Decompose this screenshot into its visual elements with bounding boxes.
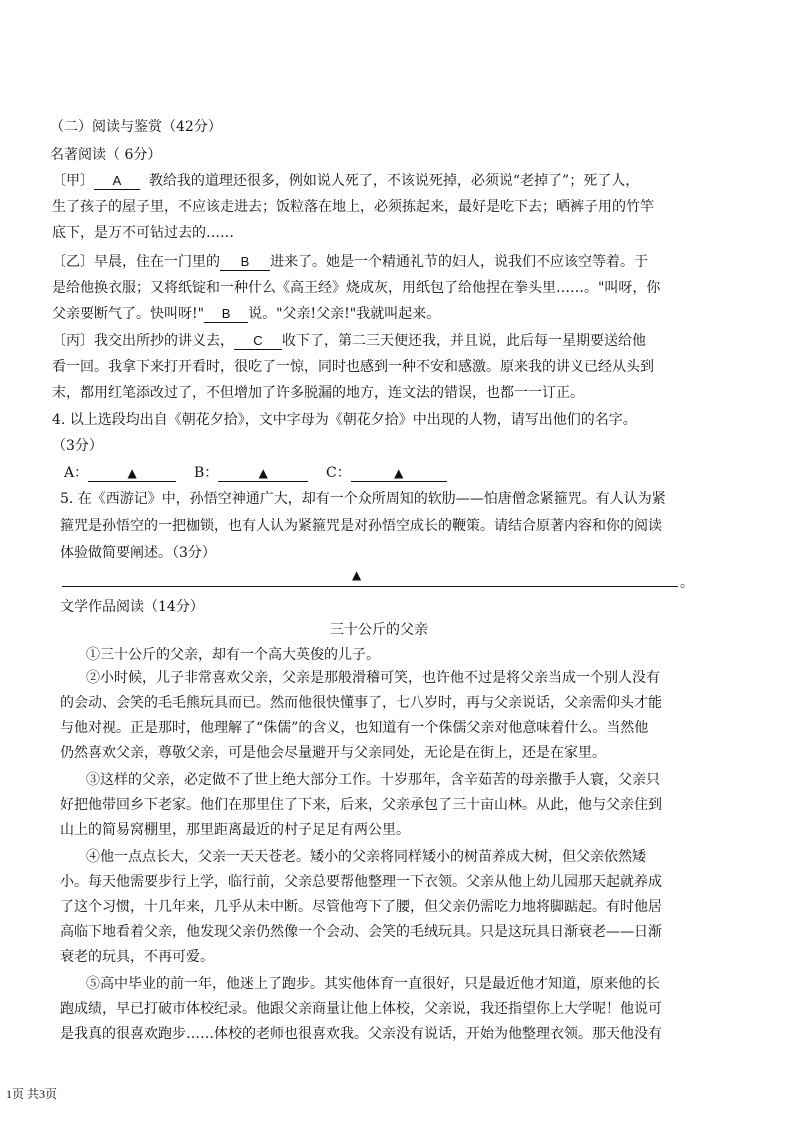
yi-line3-pre: 父亲要断气了。快叫呀!" <box>52 306 205 322</box>
bing-line-3: 末，都用红笔添改过了，不但增加了许多脱漏的地方，连文法的错误，也都一一订正。 <box>52 385 584 401</box>
q4-line-2: （3分） <box>52 438 103 454</box>
bing-line-1 <box>52 331 646 351</box>
q5-line-3: 体验做简要阐述。（3分） <box>60 545 216 561</box>
para-4-line: 衰老的玩具，不再可爱。 <box>60 949 214 965</box>
answer-blank-b[interactable]: ▲ <box>218 465 308 482</box>
para-4-line: 了这个习惯，十几年来，几乎从未中断。尽管他弯下了腰，但父亲仍需吃力地将脚踮起。有时他居 <box>60 899 662 915</box>
mingzhu-title: 名著阅读（ 6分） <box>50 147 162 163</box>
para-4-line: 小。每天他需要步行上学，临行前，父亲总要帮他整理一下衣领。父亲从他上幼儿园那天起就养成 <box>60 874 662 890</box>
bing-prefix: 〔丙〕我交出所抄的讲义去， <box>52 333 234 349</box>
label-a: A： <box>64 465 89 481</box>
q5-answer-line[interactable] <box>62 586 678 587</box>
para-1: ①三十公斤的父亲，却有一个高大英俊的儿子。 <box>86 647 380 663</box>
yi-line-1 <box>52 252 648 272</box>
label-b: B： <box>193 465 219 481</box>
para-4-line: 高临下地看着父亲，他发现父亲仍然像一个会动、会笑的毛绒玩具。只是这玩具日渐衰老——日渐 <box>60 924 662 940</box>
label-c: C： <box>326 465 351 481</box>
q5-answer-mark: ▲ <box>352 568 362 582</box>
answer-blank-a[interactable]: ▲ <box>88 465 176 482</box>
blank-b-inline: B <box>220 254 270 271</box>
q4-line-1: 4. 以上选段均出自《朝花夕拾》，文中字母为《朝花夕拾》中出现的人物，请写出他们的名字。 <box>52 412 637 428</box>
q5-line-1: 5. 在《西游记》中，孙悟空神通广大，却有一个众所周知的软肋——怕唐僧念紧箍咒。有人认为紧 <box>60 491 666 507</box>
para-3-line: 好把他带回乡下老家。他们在那里住了下来，后来，父亲承包了三十亩山林。从此，他与父亲住到 <box>60 797 662 813</box>
jia-line-3: 底下，是万不可钻过去的…… <box>52 225 234 241</box>
para-5-line: 跑成绩，早已打破市体校纪录。他跟父亲商量让他上体校，父亲说，我还指望你上大学呢！他说可 <box>60 1001 662 1017</box>
answer-blank-c[interactable]: ▲ <box>351 465 447 482</box>
jia-prefix: 〔甲〕 <box>52 173 94 189</box>
q5-line-2: 箍咒是孙悟空的一把枷锁，也有人认为紧箍咒是对孙悟空成长的鞭策。请结合原著内容和你的阅读 <box>60 518 662 534</box>
q5-end-mark: 。 <box>680 575 694 591</box>
article-title: 三十公斤的父亲 <box>330 622 428 638</box>
para-2-line: 仍然喜欢父亲，尊敬父亲，可是他会尽量避开与父亲同处，无论是在街上，还是在家里。 <box>60 745 606 761</box>
yi-line-3 <box>52 304 440 324</box>
yi-line3-post: 说。"父亲!父亲!"我就叫起来。 <box>248 306 441 322</box>
para-5-line: 是我真的很喜欢跑步……体校的老师也很喜欢我。父亲没有说话，开始为他整理衣领。那天他没有 <box>60 1026 662 1042</box>
bing-line-2: 看一回。我拿下来打开看时，很吃了一惊，同时也感到一种不安和感激。原来我的讲义已经从头到 <box>52 359 654 375</box>
para-3-line: ③这样的父亲，必定做不了世上绝大部分工作。十岁那年，含辛茹苦的母亲撒手人寰，父亲只 <box>86 772 660 788</box>
bing-after: 收下了，第二三天便还我，并且说，此后每一星期要送给他 <box>282 333 646 349</box>
blank-c-inline: C <box>234 333 282 350</box>
para-3-line: 山上的简易窝棚里，那里距离最近的村子足足有两公里。 <box>60 822 410 838</box>
literature-title: 文学作品阅读（14分） <box>60 599 204 615</box>
jia-line-2: 生了孩子的屋子里，不应该走进去；饭粒落在地上，必须拣起来，最好是吃下去；晒裤子用的竹竿 <box>52 199 654 215</box>
para-5-line: ⑤高中毕业的前一年，他迷上了跑步。其实他体育一直很好，只是最近他才知道，原来他的长 <box>86 976 660 992</box>
para-2-line: ②小时候，儿子非常喜欢父亲，父亲是那般滑稽可笑，也许他不过是将父亲当成一个别人没有 <box>86 670 660 686</box>
yi-prefix: 〔乙〕早晨，住在一门里的 <box>52 254 220 270</box>
para-2-line: 的会动、会笑的毛毛熊玩具而已。然而他很快懂事了，七八岁时，再与父亲说话，父亲需仰头才能 <box>60 695 662 711</box>
jia-line-1 <box>52 171 639 191</box>
yi-after: 进来了。她是一个精通礼节的妇人，说我们不应该空等着。于 <box>270 254 648 270</box>
section-title: （二）阅读与鉴赏（42分） <box>50 119 222 135</box>
q4-answer-row <box>64 463 447 483</box>
jia-text-1: 教给我的道理还很多，例如说人死了，不该说死掉，必须说“老掉了”；死了人， <box>148 173 640 189</box>
blank-b-inline-2: B <box>204 306 248 323</box>
page-footer: 1页 共3页 <box>6 1087 58 1101</box>
yi-line-2: 是给他换衣服；又将纸锭和一种什么《高王经》烧成灰，用纸包了给他捏在拳头里……。"叫呀，你 <box>52 280 661 296</box>
para-2-line: 与他对视。正是那时，他理解了“侏儒”的含义，也知道有一个侏儒父亲对他意味着什么。当然他 <box>60 720 649 736</box>
blank-a-inline: A <box>94 173 140 190</box>
para-4-line: ④他一点点长大，父亲一天天苍老。矮小的父亲将同样矮小的树苗养成大树，但父亲依然矮 <box>86 849 646 865</box>
